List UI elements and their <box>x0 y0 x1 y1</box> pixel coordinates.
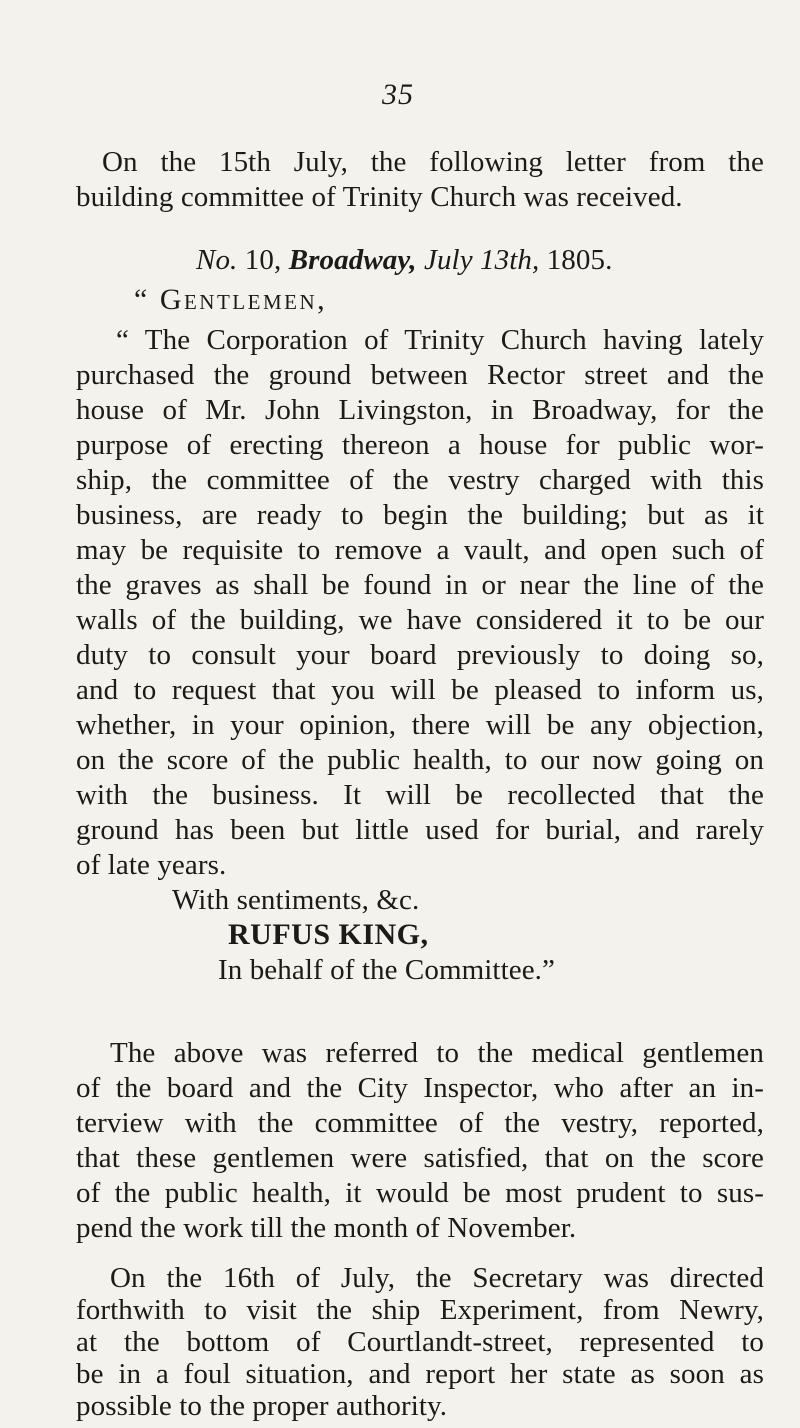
dateline-place: Broadway, <box>288 244 417 276</box>
letter-line: ship, the committee of the vestry charged with this <box>76 464 764 496</box>
letter-line: ground has been but little used for burial, and rarely <box>76 814 764 846</box>
letter-line: the graves as shall be found in or near the line of the <box>76 569 764 601</box>
letter-line: “ The Corporation of Trinity Church having lately <box>116 324 764 356</box>
report-line: of the board and the City Inspector, who after an in- <box>76 1072 764 1104</box>
final-line: be in a foul situation, and report her state as soon as <box>76 1358 764 1390</box>
dateline-number: 10, <box>244 244 282 276</box>
letter-line: duty to consult your board previously to doing so, <box>76 639 764 671</box>
final-line: possible to the proper authority. <box>76 1390 448 1422</box>
letter-line: whether, in your opinion, there will be any objection, <box>76 709 764 741</box>
dateline <box>196 243 612 277</box>
signature-title: In behalf of the Committee.” <box>218 954 555 986</box>
page-number: 35 <box>382 78 414 111</box>
report-line: The above was referred to the medical gentlemen <box>110 1037 764 1069</box>
report-line: terview with the committee of the vestry, reported, <box>76 1107 764 1139</box>
final-line: On the 16th of July, the Secretary was directed <box>110 1262 764 1294</box>
final-line: forthwith to visit the ship Experiment, from Newry, <box>76 1294 764 1326</box>
intro-line: building committee of Trinity Church was received. <box>76 181 683 213</box>
letter-line: purpose of erecting thereon a house for public wor- <box>76 429 764 461</box>
dateline-date: July 13th, <box>423 244 540 276</box>
report-line: pend the work till the month of November. <box>76 1212 577 1244</box>
signature: RUFUS KING, <box>228 918 429 951</box>
intro-line: On the 15th July, the following letter from the <box>102 146 764 178</box>
letter-line: business, are ready to begin the building; but as it <box>76 499 764 531</box>
letter-line: house of Mr. John Livingston, in Broadway, for the <box>76 394 764 426</box>
letter-line: on the score of the public health, to our now going on <box>76 744 764 776</box>
final-line: at the bottom of Courtlandt-street, represented to <box>76 1326 764 1358</box>
letter-line: of late years. <box>76 849 227 881</box>
letter-line: with the business. It will be recollected that the <box>76 779 764 811</box>
salutation: “ Gentlemen, <box>134 283 328 316</box>
letter-line: may be requisite to remove a vault, and open such of <box>76 534 764 566</box>
letter-closing: With sentiments, &c. <box>172 884 420 916</box>
letter-line: purchased the ground between Rector street and the <box>76 359 764 391</box>
letter-line: walls of the building, we have considered it to be our <box>76 604 764 636</box>
report-line: that these gentlemen were satisfied, that on the score <box>76 1142 764 1174</box>
dateline-no: No. <box>196 244 238 276</box>
letter-line: and to request that you will be pleased to inform us, <box>76 674 764 706</box>
report-line: of the public health, it would be most prudent to sus- <box>76 1177 764 1209</box>
dateline-year: 1805. <box>546 244 613 276</box>
